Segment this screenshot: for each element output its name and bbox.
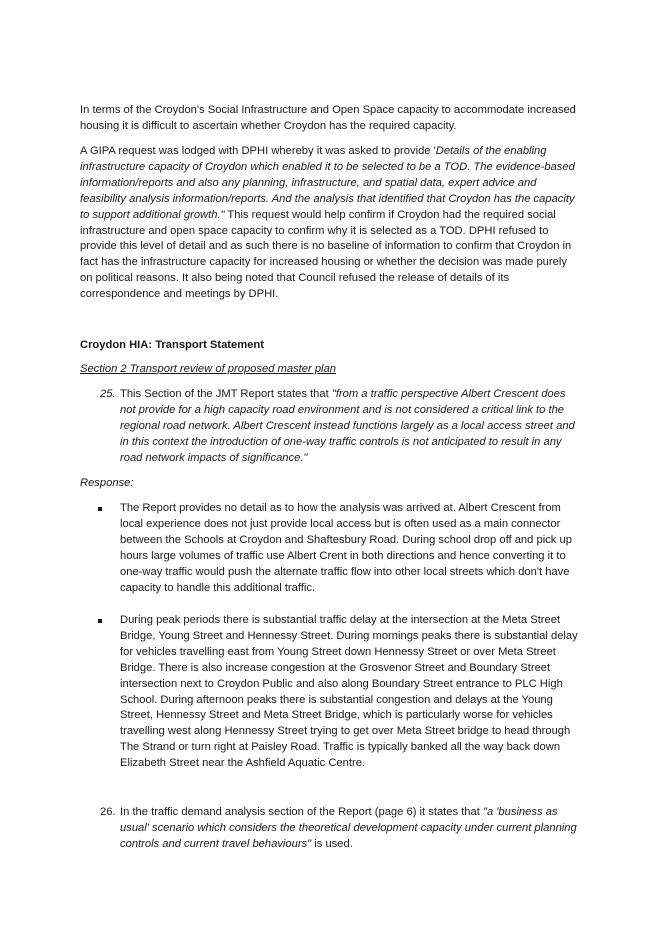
item-number: 26. bbox=[100, 806, 116, 818]
gipa-lead-text: A GIPA request was lodged with DPHI whereby it was asked to provide ' bbox=[80, 145, 436, 157]
item-lead-text: This Section of the JMT Report states that bbox=[120, 388, 332, 400]
numbered-item-25 bbox=[100, 387, 578, 467]
item-lead-text: In the traffic demand analysis section of the Report (page 6) it states that bbox=[120, 806, 483, 818]
gipa-quote-text: Details of the enabling infrastructure capacity of Croydon which enabled it to be selected to be a TOD. The evidence-based information/reports and also any planning, infrastructure, and spatial data, expert advice and feasibility analysis information/reports. And the analysis that identified that Croydon has the capacity to support additional growth." bbox=[80, 145, 575, 221]
bullet-square-icon bbox=[98, 507, 102, 511]
intro-paragraph: In terms of the Croydon's Social Infrastructure and Open Space capacity to accommodate increased housing it is difficult to ascertain whether Croydon has the required capacity. bbox=[80, 104, 576, 132]
bullet-item bbox=[98, 613, 578, 772]
item-number: 25. bbox=[100, 388, 116, 400]
item-text bbox=[120, 805, 578, 853]
response-label: Response: bbox=[80, 477, 134, 489]
section-subheading: Section 2 Transport review of proposed master plan bbox=[80, 363, 336, 375]
gipa-paragraph bbox=[80, 144, 578, 303]
item-tail-text: is used. bbox=[311, 837, 353, 850]
item-text bbox=[120, 387, 578, 467]
bullet-text: During peak periods there is substantial traffic delay at the intersection at the Meta Street Bridge, Young Street and Hennessy Street. During mornings peaks there is substantial delay for vehicles travelling east from Young Street down Hennessy Street or over Meta Street Bridge. There is also increase congestion at the Grosvenor Street and Boundary Street intersection next to Croydon Public and also along Boundary Street entrance to PLC High School. During afternoon peaks there is substantial congestion and delays at the Young Street, Hennessy Street and Meta Street Bridge, which is particularly worse for vehicles travelling west along Hennessy Street trying to get over Meta Street bridge to head through The Strand or turn right at Paisley Road. Traffic is typically banked all the way back down Elizabeth Street near the Ashfield Aquatic Centre. bbox=[120, 614, 578, 770]
bullet-text: The Report provides no detail as to how the analysis was arrived at. Albert Crescent from local experience does not just provide local access but is often used as a main connector between the Schools at Croydon and Shaftesbury Road. During school drop off and pick up hours large volumes of traffic use Albert Crent in both directions and hence converting it to one-way traffic would push the alternate traffic flow into other local streets which don't have capacity to handle this additional traffic. bbox=[120, 502, 572, 594]
numbered-item-26 bbox=[100, 805, 578, 853]
bullet-item bbox=[98, 501, 578, 596]
gipa-rest-text: This request would help confirm if Croydon had the required social infrastructure and open space capacity to confirm why it is selected as a TOD. DPHI refused to provide this level of detail and as such there is no baseline of information to confirm that Croydon in fact has the infrastructure capacity for increased housing or whether the decision was made purely on political reasons. It also being noted that Council refused the release of details of its correspondence and meetings by DPHI. bbox=[80, 208, 572, 301]
section-heading: Croydon HIA: Transport Statement bbox=[80, 339, 264, 351]
bullet-square-icon bbox=[98, 619, 102, 623]
item-quote-text: "a 'business as usual' scenario which considers the theoretical development capacity under current planning controls and current travel behaviours" bbox=[120, 806, 577, 850]
item-quote-text: "from a traffic perspective Albert Crescent does not provide for a high capacity road environment and is not considered a critical link to the regional road network. Albert Crescent instead functions largely as a local access street and in this context the introduction of one-way traffic controls is not anticipated to result in any road network impacts of significance." bbox=[120, 388, 575, 464]
